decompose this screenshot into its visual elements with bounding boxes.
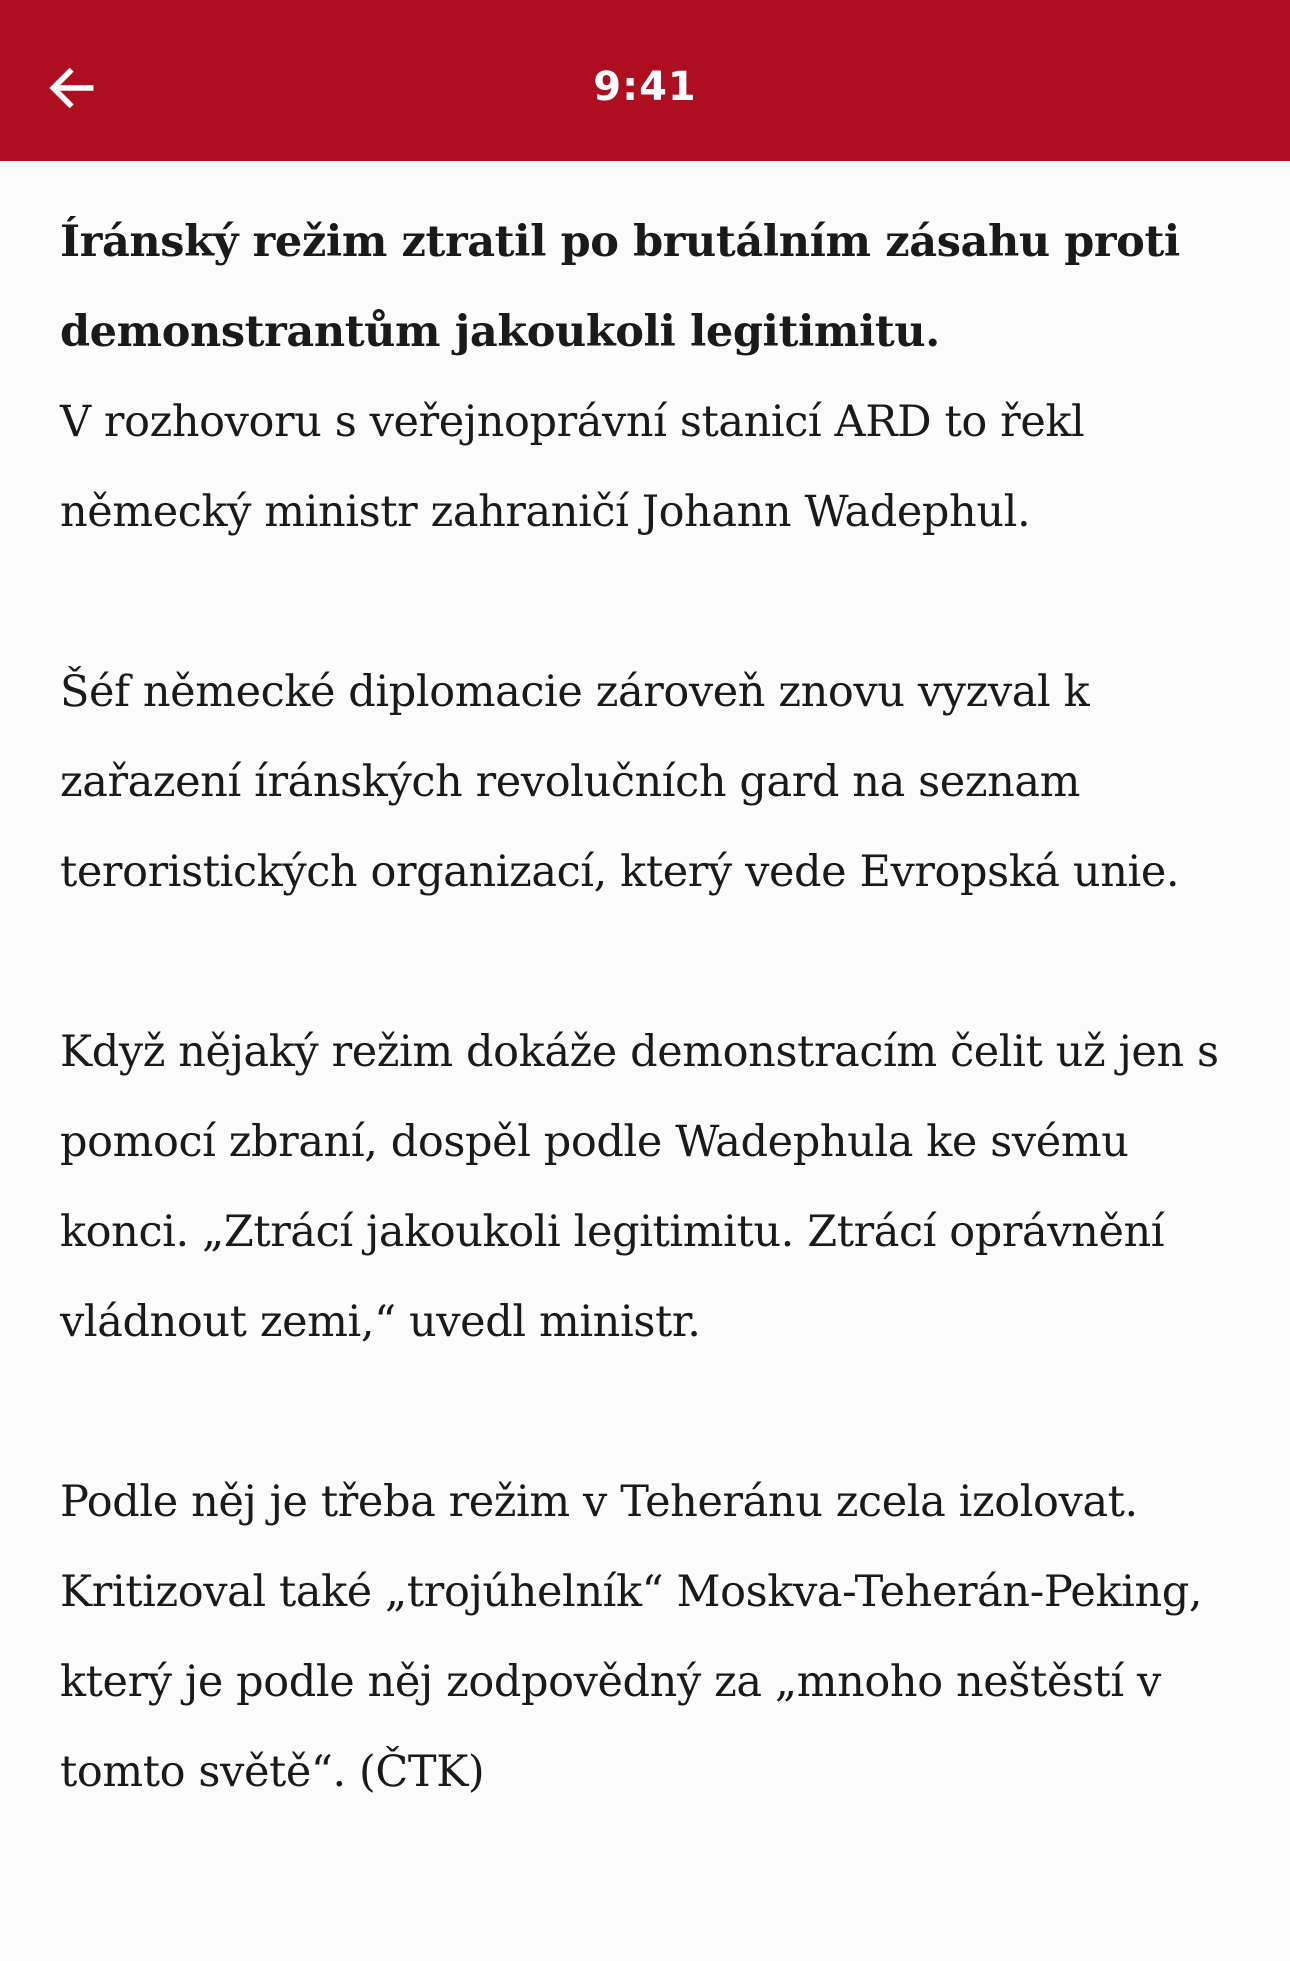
article-body [0,161,1290,1817]
article-paragraph: Když nějaký režim dokáže demonstracím čelit už jen s pomocí zbraní, dospěl podle Wadephula ke svému konci. „Ztrácí jakoukoli legitimitu. Ztrácí oprávnění vládnout zemi,“ uvedl ministr. [60,1027,1219,1347]
article-lead [60,197,1234,557]
back-button[interactable] [40,56,104,120]
lead-text: V rozhovoru s veřejnoprávní stanicí ARD to řekl německý ministr zahraničí Johann Wadephul. [60,397,1085,537]
lead-bold-text: Íránský režim ztratil po brutálním zásahu proti demonstrantům jakoukoli legitimitu. [60,217,1180,357]
article-paragraph: Podle něj je třeba režim v Teheránu zcela izolovat. Kritizoval také „trojúhelník“ Moskva-Teherán-Peking, který je podle něj zodpovědný za „mnoho neštěstí v tomto světě“. (ČTK) [60,1477,1203,1797]
top-app-bar [0,0,1290,161]
arrow-left-icon [44,60,100,116]
status-time: 9:41 [593,63,697,110]
article-paragraph: Šéf německé diplomacie zároveň znovu vyzval k zařazení íránských revolučních gard na seznam teroristických organizací, který vede Evropská unie. [60,667,1180,897]
